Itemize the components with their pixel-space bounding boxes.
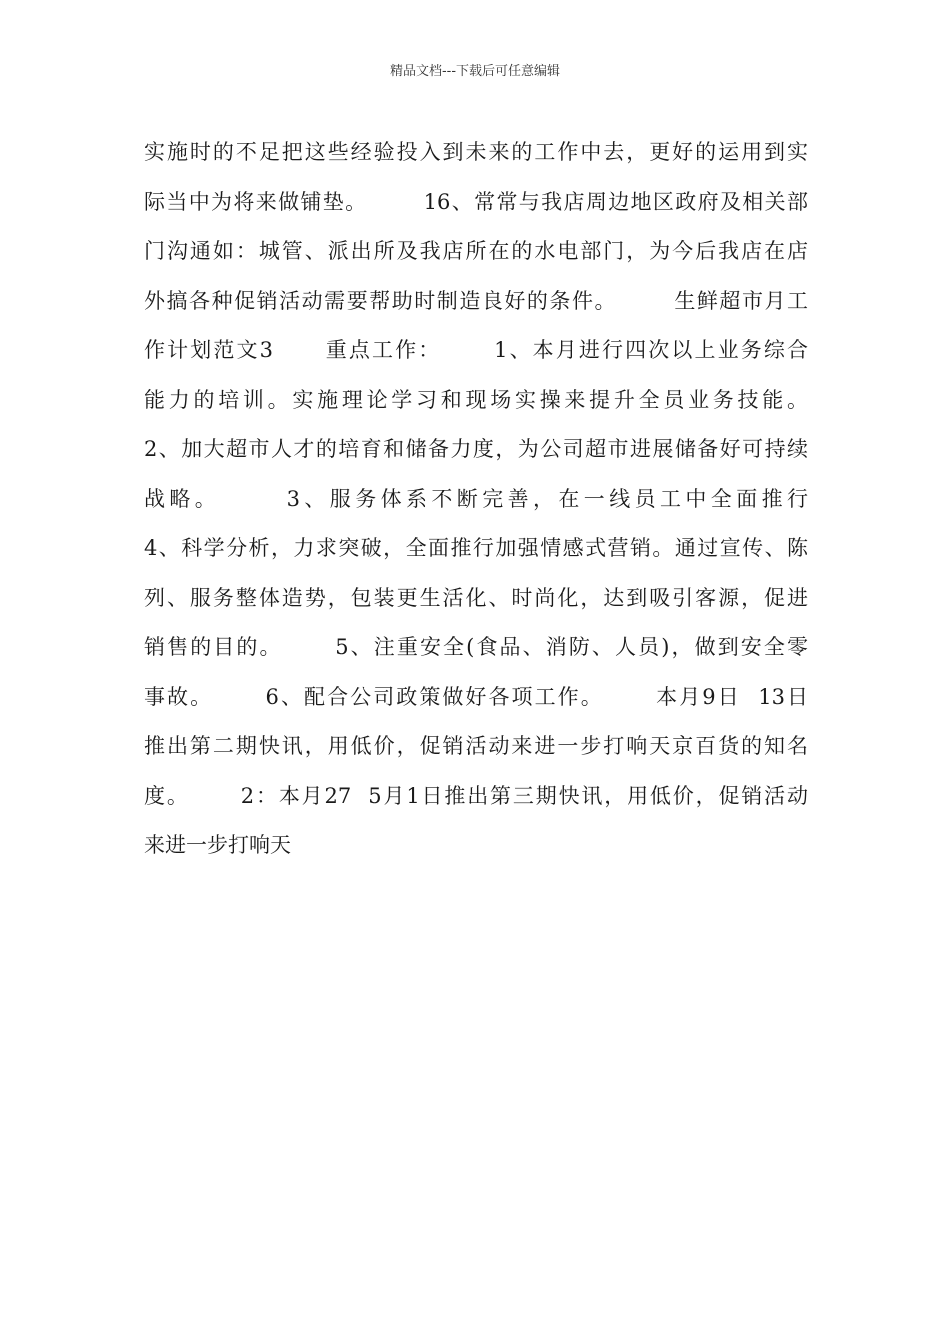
body-line: 2、加大超市人才的培育和储备力度，为公司超市进展储备好可持续: [144, 437, 808, 461]
body-line: 推出第二期快讯，用低价，促销活动来进一步打响天京百货的知名: [144, 734, 808, 758]
document-body: [144, 128, 808, 871]
body-line: 列、服务整体造势，包装更生活化、时尚化，达到吸引客源，促进: [144, 585, 808, 610]
body-line: 实施时的不足把这些经验投入到未来的工作中去，更好的运用到实: [144, 140, 808, 164]
body-line: 门沟通如：城管、派出所及我店所在的水电部门，为今后我店在店: [144, 239, 808, 263]
body-line: 能力的培训。实施理论学习和现场实操来提升全员业务技能。: [144, 387, 808, 412]
body-line: 度。 2：本月27 5月1日推出第三期快讯，用低价，促销活动: [144, 783, 808, 808]
body-line: 外搞各种促销活动需要帮助时制造良好的条件。 生鲜超市月工: [144, 288, 808, 313]
body-line: 4、科学分析，力求突破，全面推行加强情感式营销。通过宣传、陈: [144, 536, 808, 560]
body-line: 作计划范文3 重点工作： 1、本月进行四次以上业务综合: [144, 338, 808, 362]
body-line: 战略。 3、服务体系不断完善，在一线员工中全面推行: [144, 486, 808, 511]
body-line: 事故。 6、配合公司政策做好各项工作。 本月9日 13日: [144, 684, 808, 709]
body-line: 销售的目的。 5、注重安全(食品、消防、人员)，做到安全零: [144, 635, 808, 659]
body-line: 来进一步打响天: [144, 833, 291, 857]
body-line: 际当中为将来做铺垫。 16、常常与我店周边地区政府及相关部: [144, 189, 808, 214]
page-header: 精品文档---下载后可任意编辑: [389, 64, 561, 79]
